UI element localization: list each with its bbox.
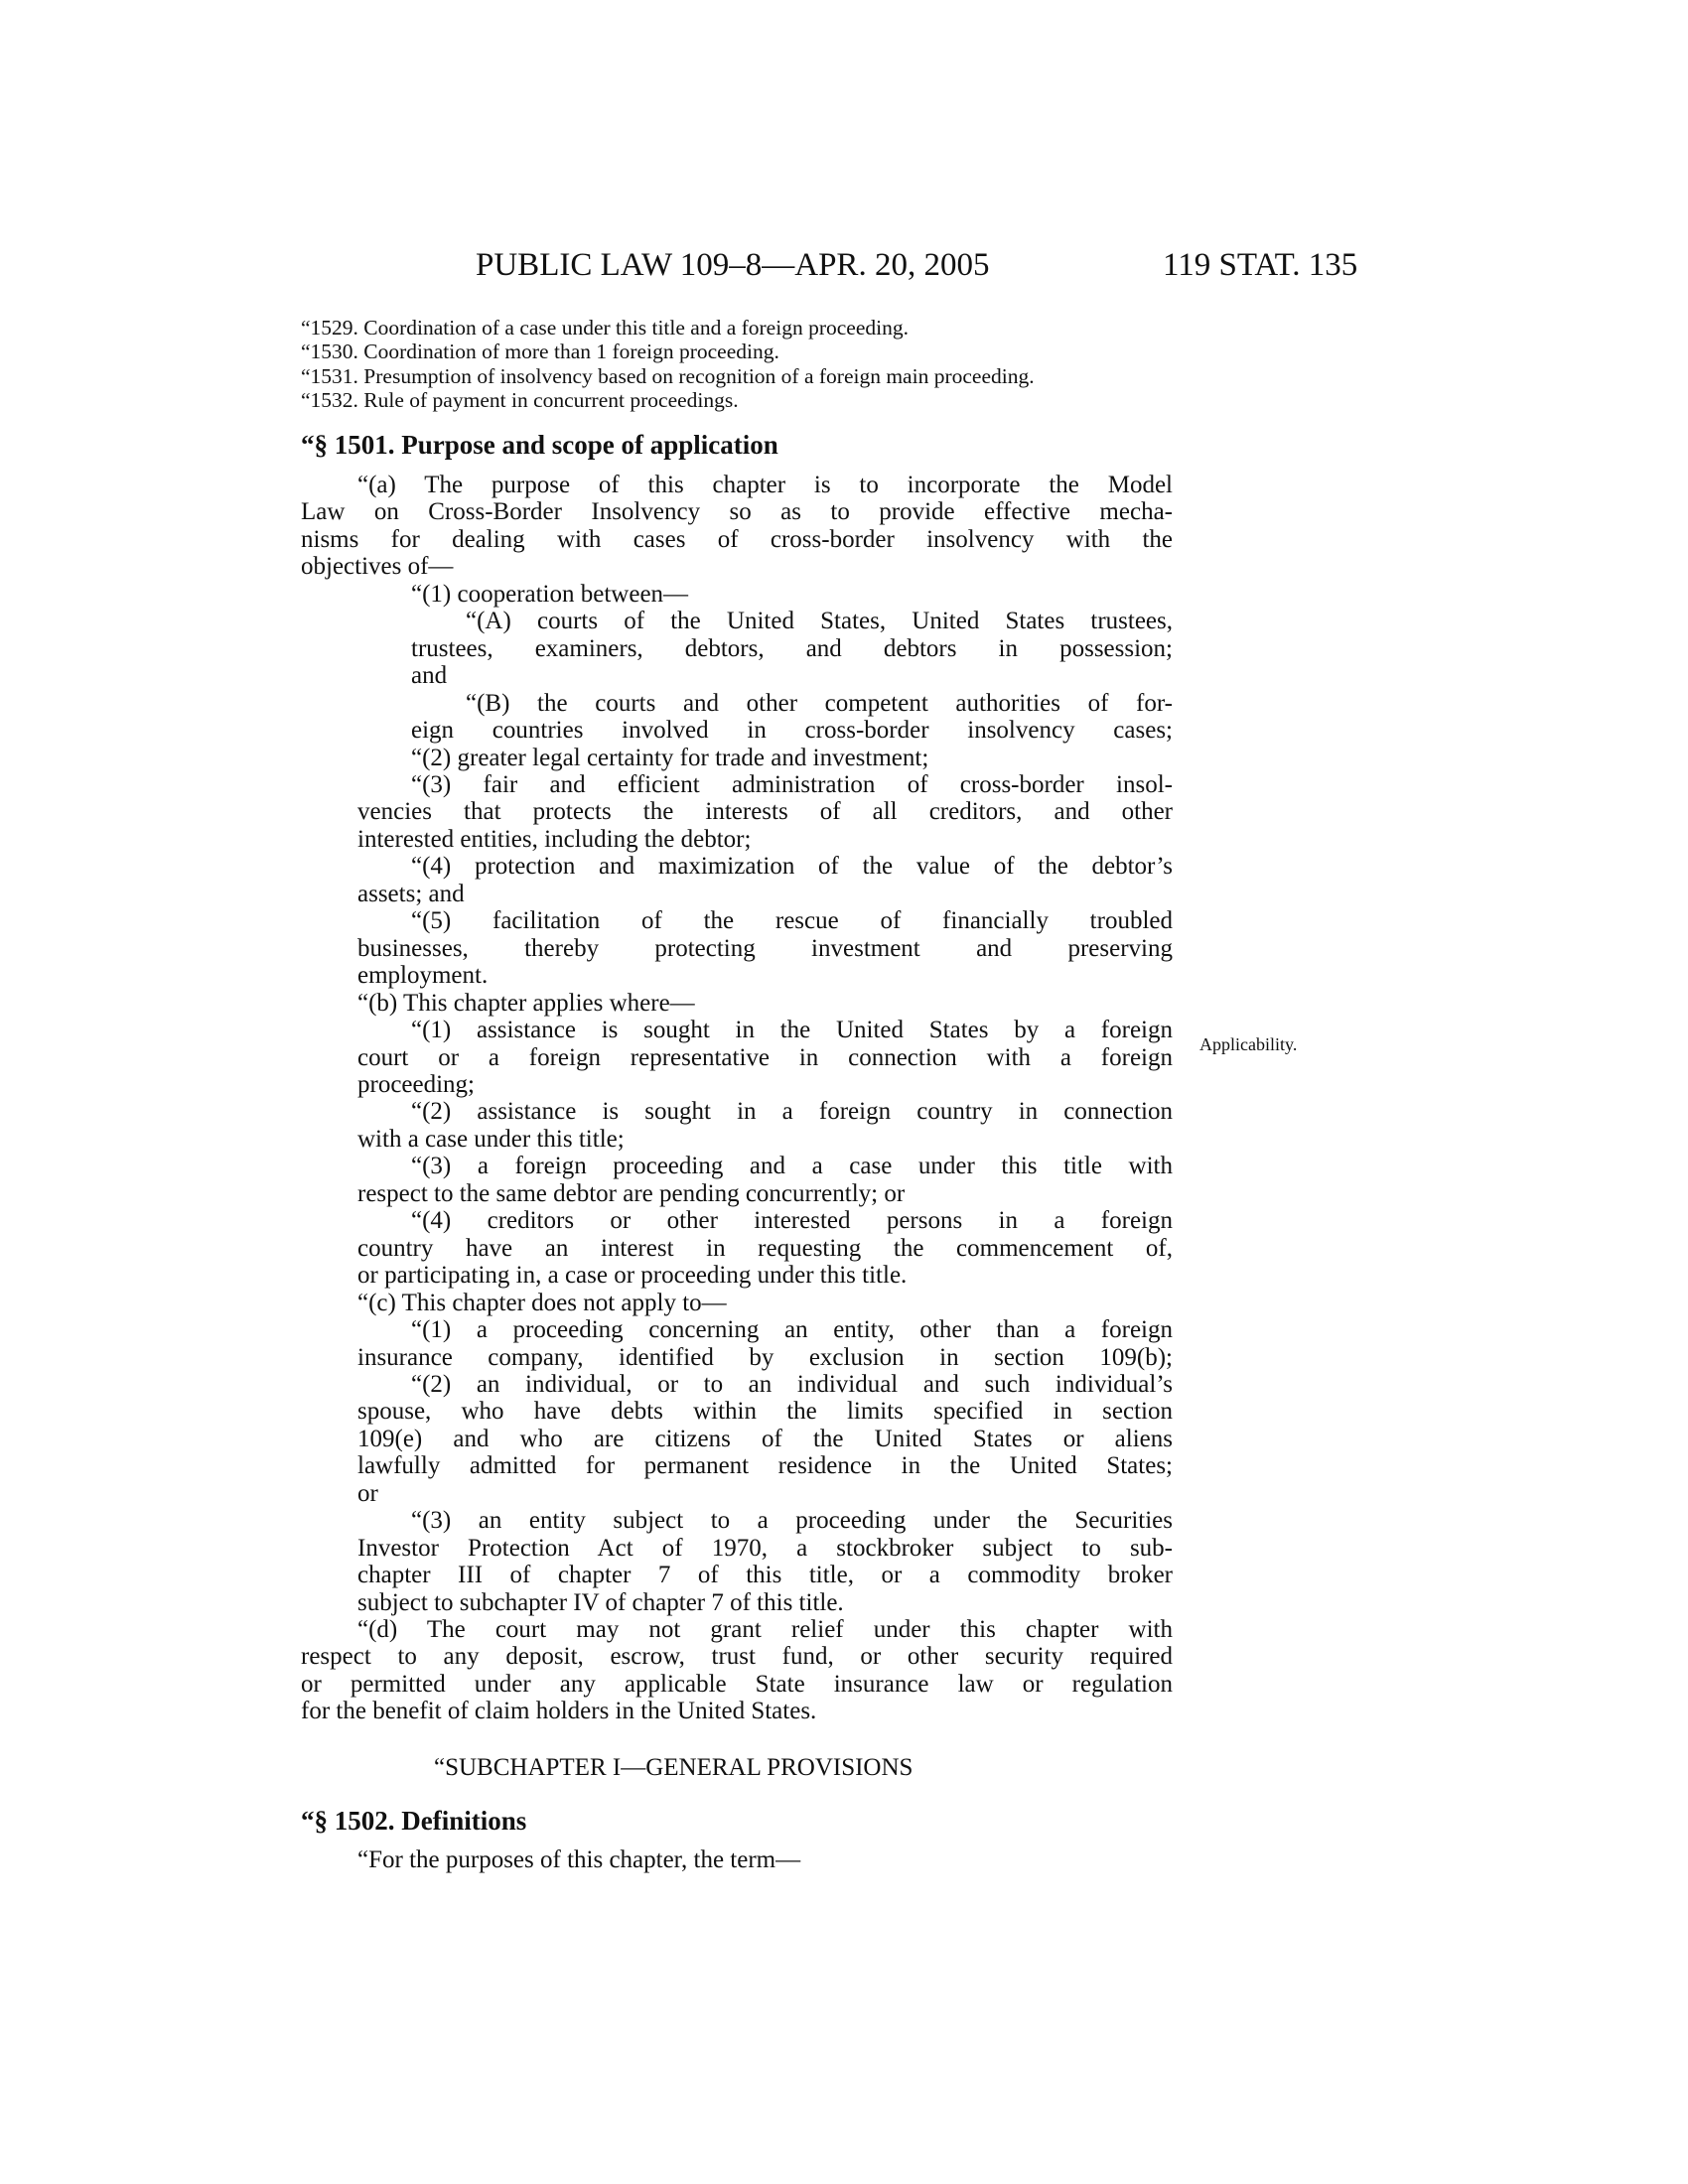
text-line: businesses, thereby protecting investment and preserving [357,934,1173,962]
text-line: nisms for dealing with cases of cross-border insolvency with the [301,525,1173,553]
text-line: for the benefit of claim holders in the United States. [301,1698,817,1725]
text-line: “(c) This chapter does not apply to— [357,1289,727,1316]
text-line: and [411,662,448,690]
text-line: insurance company, identified by exclusion in section 109(b); [357,1343,1173,1371]
text-line: subject to subchapter IV of chapter 7 of this title. [357,1588,844,1616]
text-line: “(3) an entity subject to a proceeding under the Securities [411,1507,1173,1535]
text-line: “(1) assistance is sought in the United States by a foreign [411,1017,1173,1044]
text-line: “(3) fair and efficient administration of cross-border insol- [411,770,1173,798]
text-line: “(2) greater legal certainty for trade and investment; [411,744,929,771]
text-line: respect to the same debtor are pending concurrently; or [357,1179,906,1207]
text-line: “(d) The court may not grant relief under this chapter with [357,1616,1173,1644]
text-line: “(B) the courts and other competent authorities of for- [466,689,1173,717]
text-line: “(a) The purpose of this chapter is to incorporate the Model [357,472,1173,498]
text-line: “(4) creditors or other interested persons in a foreign [411,1207,1173,1235]
text-line: 109(e) and who are citizens of the United States or aliens [357,1425,1173,1452]
text-line: “(1) a proceeding concerning an entity, other than a foreign [411,1316,1173,1344]
subchapter-heading: “SUBCHAPTER I—GENERAL PROVISIONS [434,1754,914,1781]
text-line: assets; and [357,880,465,907]
text-line: “(A) courts of the United States, United States trustees, [466,608,1173,635]
section-1502-intro: “For the purposes of this chapter, the term— [357,1846,801,1873]
section-1502-heading: “§ 1502. Definitions [301,1806,527,1836]
text-line: “(1) cooperation between— [411,580,689,608]
section-1501-body [301,472,1173,1725]
text-line: court or a foreign representative in connection with a foreign [357,1043,1173,1071]
text-line: “(4) protection and maximization of the value of the debtor’s [411,853,1173,881]
text-line: spouse, who have debts within the limits specified in section [357,1398,1173,1426]
running-header-title: PUBLIC LAW 109–8—APR. 20, 2005 [476,247,990,283]
text-line: “(2) an individual, or to an individual and such individual’s [411,1370,1173,1398]
text-line: “(b) This chapter applies where— [357,989,695,1017]
text-line: country have an interest in requesting the commencement of, [357,1234,1173,1262]
toc-item: “1529. Coordination of a case under this title and a foreign proceeding. [301,316,909,340]
text-line: employment. [357,962,489,990]
text-line: with a case under this title; [357,1125,625,1153]
text-line: trustees, examiners, debtors, and debtors in possession; [411,634,1173,662]
text-line: Investor Protection Act of 1970, a stockbroker subject to sub- [357,1534,1173,1562]
text-line: interested entities, including the debtor; [357,825,752,853]
section-1501-heading: “§ 1501. Purpose and scope of application [301,430,778,460]
text-line: chapter III of chapter 7 of this title, or a commodity broker [357,1562,1173,1589]
table-of-contents [301,316,1035,412]
text-line: lawfully admitted for permanent residence in the United States; [357,1452,1173,1480]
text-line: or permitted under any applicable State insurance law or regulation [301,1670,1173,1698]
text-line: Law on Cross-Border Insolvency so as to provide effective mecha- [301,498,1173,526]
text-line: objectives of— [301,553,454,581]
text-line: or [357,1479,378,1507]
toc-item: “1532. Rule of payment in concurrent proceedings. [301,387,739,412]
toc-item: “1531. Presumption of insolvency based on recognition of a foreign main proceeding. [301,363,1035,388]
text-line: “(3) a foreign proceeding and a case under this title with [411,1153,1173,1180]
toc-item: “1530. Coordination of more than 1 foreign proceeding. [301,340,779,364]
text-line: eign countries involved in cross-border insolvency cases; [411,717,1173,745]
text-line: or participating in, a case or proceeding under this title. [357,1262,908,1290]
margin-note-applicability: Applicability. [1199,1034,1298,1054]
text-line: vencies that protects the interests of all creditors, and other [357,798,1173,826]
page-stat-number: 119 STAT. 135 [1163,247,1358,283]
text-line: proceeding; [357,1070,476,1098]
text-line: “(5) facilitation of the rescue of financially troubled [411,907,1173,935]
text-line: “(2) assistance is sought in a foreign country in connection [411,1098,1173,1126]
text-line: respect to any deposit, escrow, trust fund, or other security required [301,1643,1173,1671]
